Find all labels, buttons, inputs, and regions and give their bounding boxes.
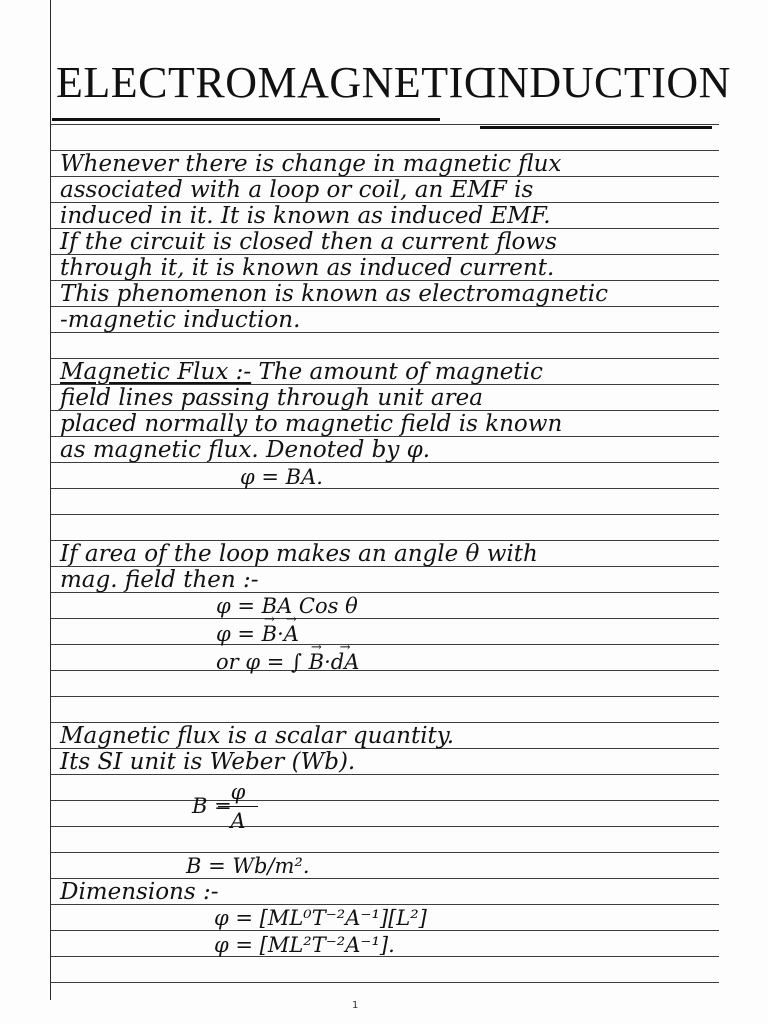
vector-b: B →: [309, 650, 324, 674]
vector-b: B →: [262, 622, 277, 646]
rule-line: [51, 514, 719, 515]
flux-cos-equation: φ = BA Cos θ: [216, 594, 358, 618]
dimensions-heading: Dimensions :-: [60, 879, 219, 905]
vector-a: A →: [284, 622, 299, 646]
vector-da: dA →: [331, 650, 360, 674]
rule-line: [51, 800, 719, 801]
intro-line: Whenever there is change in magnetic flux: [60, 151, 562, 177]
rule-line: [51, 618, 719, 619]
flux-integral-equation: [216, 650, 359, 674]
dimension-equation: φ = [ML²T⁻²A⁻¹].: [214, 933, 395, 957]
rule-line: [51, 930, 719, 931]
fraction-denominator: A: [230, 809, 246, 833]
rule-line: [51, 982, 719, 983]
rule-line: [51, 696, 719, 697]
b-field-fraction: [218, 780, 258, 833]
intro-line: through it, it is known as induced current.: [60, 255, 555, 281]
intro-line: associated with a loop or coil, an EMF is: [60, 177, 534, 203]
eq-lhs: or φ = ∫: [216, 650, 302, 674]
page-number: 1: [352, 1000, 359, 1011]
title-underline: [52, 118, 440, 121]
b-field-unit: B = Wb/m².: [186, 854, 310, 878]
rule-line: [51, 644, 719, 645]
flux-def-line: placed normally to magnetic field is known: [60, 411, 563, 437]
flux-formula: φ = BA.: [240, 465, 323, 489]
title-underline: [480, 126, 712, 129]
angle-line: mag. field then :-: [60, 567, 259, 593]
rule-line: [51, 852, 719, 853]
intro-line: This phenomenon is known as electromagnetic: [60, 281, 609, 307]
rule-line: [51, 670, 719, 671]
rule-line: [51, 488, 719, 489]
rule-line: [51, 826, 719, 827]
flux-heading: Magnetic Flux :-: [60, 359, 252, 385]
title-electromagnetic: ELECTROMAGNETIC: [56, 58, 494, 107]
intro-line: -magnetic induction.: [60, 307, 301, 333]
flux-def-rest: The amount of magnetic: [258, 359, 543, 385]
eq-lhs: φ =: [216, 622, 255, 646]
fraction-bar: [218, 806, 258, 807]
flux-dot-equation: [216, 622, 299, 646]
dot-operator: ·: [324, 650, 331, 674]
title-induction: INDUCTION: [482, 58, 731, 107]
b-field-lhs: B =: [192, 794, 232, 818]
fraction-numerator: φ: [230, 780, 246, 804]
angle-line: If area of the loop makes an angle θ with: [60, 541, 538, 567]
ruled-lines: [50, 0, 719, 1000]
dimension-equation: φ = [ML⁰T⁻²A⁻¹][L²]: [214, 906, 427, 930]
flux-def-line: as magnetic flux. Denoted by φ.: [60, 437, 431, 463]
scalar-line: Its SI unit is Weber (Wb).: [60, 749, 356, 775]
intro-line: induced in it. It is known as induced EMF.: [60, 203, 551, 229]
intro-line: If the circuit is closed then a current flows: [60, 229, 557, 255]
scalar-line: Magnetic flux is a scalar quantity.: [60, 723, 455, 749]
flux-definition-line: [60, 359, 543, 385]
flux-def-line: field lines passing through unit area: [60, 385, 483, 411]
dot-operator: ·: [277, 622, 284, 646]
rule-line: [51, 124, 719, 125]
